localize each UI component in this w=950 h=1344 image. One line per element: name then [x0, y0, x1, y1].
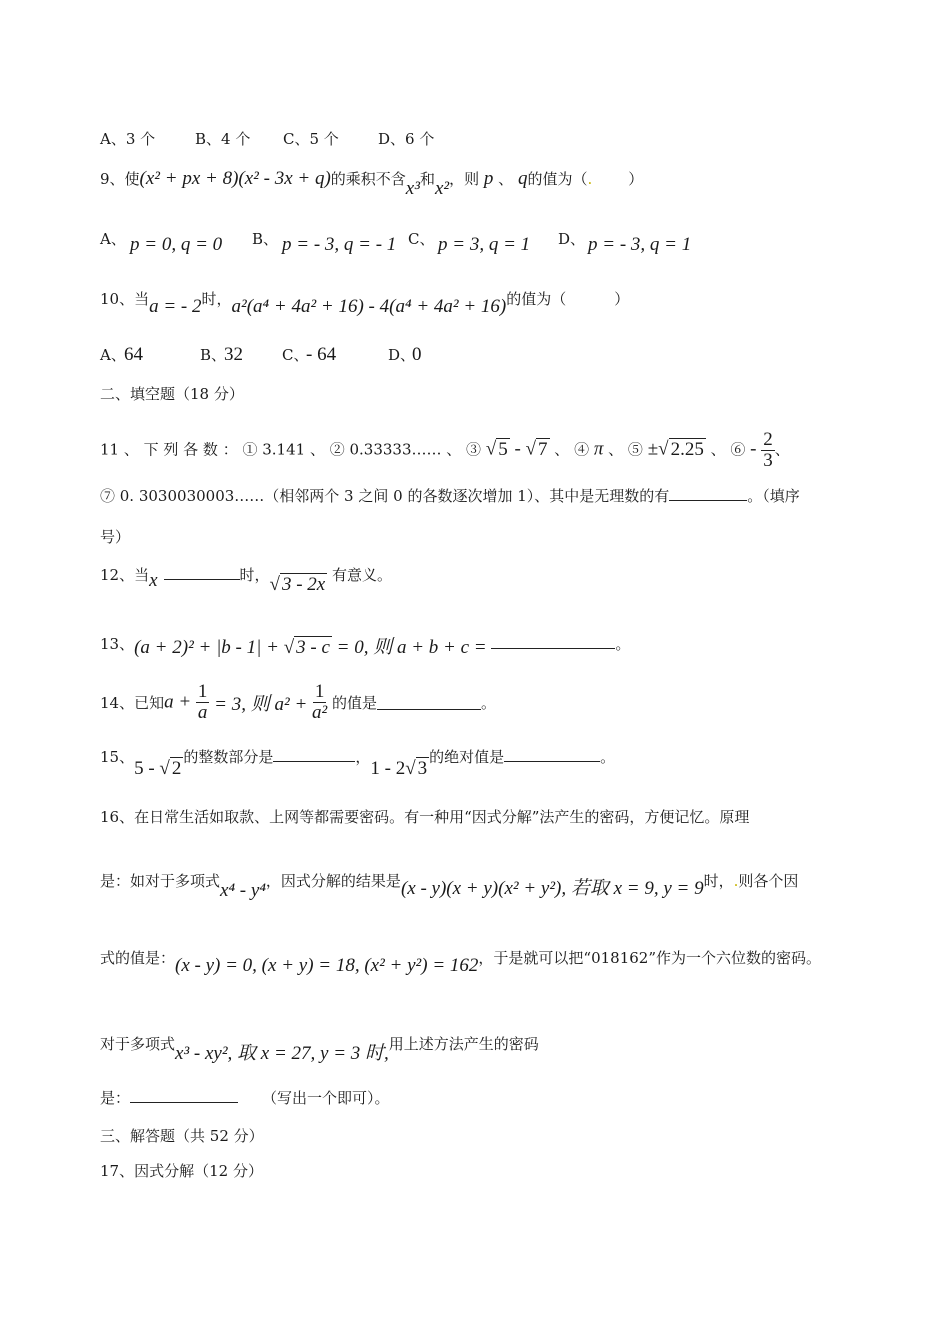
q14-expression: a + — [164, 691, 196, 713]
q9-text: 的值为（ — [527, 170, 588, 188]
q11-minus: - — [509, 438, 526, 460]
q8-option-d: D、6 个 — [378, 130, 435, 148]
q16-factorization: (x - y)(x + y)(x² + y²), 若取 x = 9, y = 9 — [400, 878, 704, 899]
q12-text: 时， — [239, 566, 270, 584]
q9-text: 、 — [498, 170, 514, 188]
q16-text: ，因式分解的结果是 — [265, 872, 401, 890]
q11-line2-text: ⑦ 0. 3030030003……（相邻两个 3 之间 0 的各数逐次增加 1）、其中是无理数的有 — [100, 487, 670, 505]
q16-text: 时， — [703, 872, 734, 890]
q9-p: p — [483, 168, 494, 189]
q11-sep: 、 ⑤ — [603, 440, 648, 459]
q16-mark: . — [733, 872, 739, 890]
q9-text: 的乘积不含 — [330, 170, 406, 188]
q11-lead: 11 、 下 列 各 数 ： ① 3.141 、 ② 0.33333…… 、 ③ — [100, 440, 482, 459]
q16-text: （写出一个即可）。 — [262, 1089, 390, 1107]
fraction-numerator: 2 — [763, 429, 773, 450]
question-12: 12、当x 时，√ 3 - 2x 有意义。 — [100, 566, 393, 595]
fraction-denominator: 3 — [763, 450, 773, 471]
q11-radicand-5: 5 — [498, 438, 508, 460]
q10-expression: a²(a⁴ + 4a² + 16) - 4(a⁴ + 4a² + 16) — [231, 296, 507, 317]
q12-text: 有意义。 — [332, 566, 393, 584]
q10-option-a-label: A、 — [100, 346, 126, 364]
q12-radicand: 3 - 2x — [281, 574, 326, 595]
q9-option-c-label: C、 — [408, 230, 435, 248]
question-17: 17、因式分解（12 分） — [100, 1162, 263, 1180]
q15-text: 的绝对值是 — [429, 748, 505, 766]
q11-sep: 、 ④ — [549, 440, 594, 459]
q16-text: 用上述方法产生的密码 — [388, 1035, 539, 1053]
q15-number: 15、 — [100, 748, 135, 766]
section-3-heading — [100, 1125, 264, 1146]
q16-text: 对于多项式 — [100, 1035, 176, 1053]
question-15: 15、5 - √ 2的整数部分是 ，1 - 2√ 3的绝对值是 。 — [100, 748, 616, 779]
q9-option-b-label: B、 — [252, 230, 279, 248]
q8-option-b: B、4 个 — [195, 130, 251, 148]
q10-option-b-label: B、 — [200, 346, 227, 364]
q11-line2-end: 。（填序 — [747, 487, 800, 505]
q15-expr-2: 1 - 2 — [370, 758, 406, 779]
q14-expression-mid: = 3, 则 a² + — [209, 694, 313, 715]
q15-radicand-2: 3 — [417, 758, 428, 779]
section-3-heading-part-2: 答题（共 52 分） — [145, 1127, 264, 1145]
q9-text: ，则 — [449, 170, 480, 188]
q16-text: 式的值是： — [100, 949, 176, 967]
q16-text: 是：如对于多项式 — [100, 872, 221, 890]
q9-x3: x³ — [405, 178, 420, 199]
q15-answer-blank-1[interactable] — [273, 747, 355, 762]
q15-comma: ， — [355, 748, 371, 766]
q15-answer-blank-2[interactable] — [504, 747, 600, 762]
q15-end: 。 — [600, 748, 616, 766]
q11-line-2 — [100, 485, 800, 506]
q10-options — [100, 344, 422, 366]
q13-radicand: 3 - c — [296, 637, 330, 658]
q16-answer-blank[interactable] — [130, 1088, 238, 1103]
q10-option-c-label: C、 — [282, 346, 309, 364]
q15-expr-1: 5 - — [134, 758, 160, 779]
q9-number: 9、使 — [100, 170, 140, 188]
q10-option-d-label: D、 — [388, 346, 416, 364]
section-2-heading: 二、填空题（18 分） — [100, 385, 244, 403]
q9-option-a-label: A、 — [100, 230, 126, 248]
q10-text: 的值为（ — [506, 290, 567, 308]
q16-text: 则各个因 — [738, 872, 799, 890]
q10-text: ） — [614, 290, 630, 308]
question-13: 13、(a + 2)² + |b - 1| + √ 3 - c = 0, 则 a + b + c = 。 — [100, 635, 631, 658]
q9-option-b: p = - 3, q = - 1 — [282, 234, 397, 255]
q16-text: 是： — [100, 1089, 131, 1107]
q9-option-d: p = - 3, q = 1 — [588, 234, 692, 255]
section-3-heading-part-1: 三、解 — [100, 1127, 146, 1145]
q11-end: 、 — [774, 440, 790, 459]
q11-radicand-225: 2.25 — [670, 438, 704, 460]
question-10 — [100, 288, 630, 317]
q10-option-c: - 64 — [306, 344, 337, 365]
q11-pi: π — [593, 438, 604, 460]
q9-expression: (x² + px + 8)(x² - 3x + q) — [139, 168, 331, 189]
q13-expression-tail: = 0, 则 a + b + c = — [331, 637, 492, 658]
q10-number: 10、当 — [100, 290, 150, 308]
q11-neg-sign: - — [750, 438, 757, 460]
q9-mark: . — [587, 170, 593, 188]
q13-number: 13、 — [100, 635, 135, 653]
q10-option-b: 32 — [224, 344, 243, 365]
q16-line-4 — [100, 1028, 539, 1064]
fraction-denominator: a — [197, 702, 208, 723]
q14-fraction-2 — [312, 682, 327, 723]
q13-expression: (a + 2)² + |b - 1| + — [134, 637, 284, 658]
question-14 — [100, 682, 496, 723]
q12-variable: x — [149, 570, 158, 591]
q14-end: 。 — [481, 694, 497, 712]
q11-fraction — [761, 430, 775, 471]
q11-answer-blank[interactable] — [669, 486, 747, 501]
fraction-numerator: 1 — [197, 681, 208, 702]
q13-end: 。 — [615, 635, 631, 653]
q8-options — [100, 128, 434, 149]
q16-line-2 — [100, 865, 799, 901]
q15-radicand-1: 2 — [171, 758, 182, 779]
question-11: 11 、 下 列 各 数 ： ① 3.141 、 ② 0.33333…… 、 ③ √ 5 - √ 7 、 ④ π 、 ⑤ ±√ 2.25 、 ⑥ - $\frac{2}{3}$ 、 — [100, 429, 790, 471]
q8-option-a: A、3 个 — [100, 130, 156, 148]
q16-line-3 — [100, 947, 822, 976]
fraction-numerator: 1 — [314, 681, 325, 702]
q11-plusminus: ± — [647, 438, 659, 460]
q16-line-1: 16、在日常生活如取款、上网等都需要密码。有一种用“因式分解”法产生的密码，方便记忆。原理 — [100, 808, 750, 826]
q16-polynomial: x⁴ - y⁴ — [220, 880, 266, 901]
question-9 — [100, 168, 644, 199]
q14-answer-blank[interactable] — [377, 695, 481, 710]
q9-text: 和 — [419, 170, 435, 188]
q16-line-5 — [100, 1087, 390, 1108]
q9-q: q — [517, 168, 528, 189]
q12-answer-blank[interactable] — [164, 565, 240, 580]
q16-polynomial-2: x³ - xy², 取 x = 27, y = 3 时, — [175, 1043, 389, 1064]
q11-radicand-7: 7 — [538, 438, 548, 460]
q11-sep: 、 ⑥ — [705, 440, 751, 459]
q14-fraction-1 — [196, 682, 210, 723]
q15-text: 的整数部分是 — [183, 748, 274, 766]
q10-option-d: 0 — [412, 344, 422, 365]
q8-option-c: C、5 个 — [283, 130, 339, 148]
q16-text: ，于是就可以把“018162”作为一个六位数的密码。 — [478, 949, 822, 967]
q9-option-c: p = 3, q = 1 — [438, 234, 531, 255]
q16-factor-values: (x - y) = 0, (x + y) = 18, (x² + y²) = 162 — [175, 955, 479, 976]
fraction-denominator: a² — [312, 702, 328, 723]
q12-number: 12、当 — [100, 566, 150, 584]
q13-answer-blank[interactable] — [491, 638, 615, 649]
q9-text: ） — [628, 170, 644, 188]
q9-x2: x² — [434, 178, 450, 199]
q10-condition: a = - 2 — [149, 296, 202, 317]
q9-option-d-label: D、 — [558, 230, 586, 248]
q10-text: 时， — [201, 290, 232, 308]
q11-line-3: 号） — [100, 528, 131, 546]
q9-options — [100, 228, 692, 255]
q10-option-a: 64 — [124, 344, 143, 365]
q9-option-a: p = 0, q = 0 — [130, 234, 223, 255]
q14-number: 14、已知 — [100, 694, 165, 712]
q14-text: 的值是 — [332, 694, 378, 712]
